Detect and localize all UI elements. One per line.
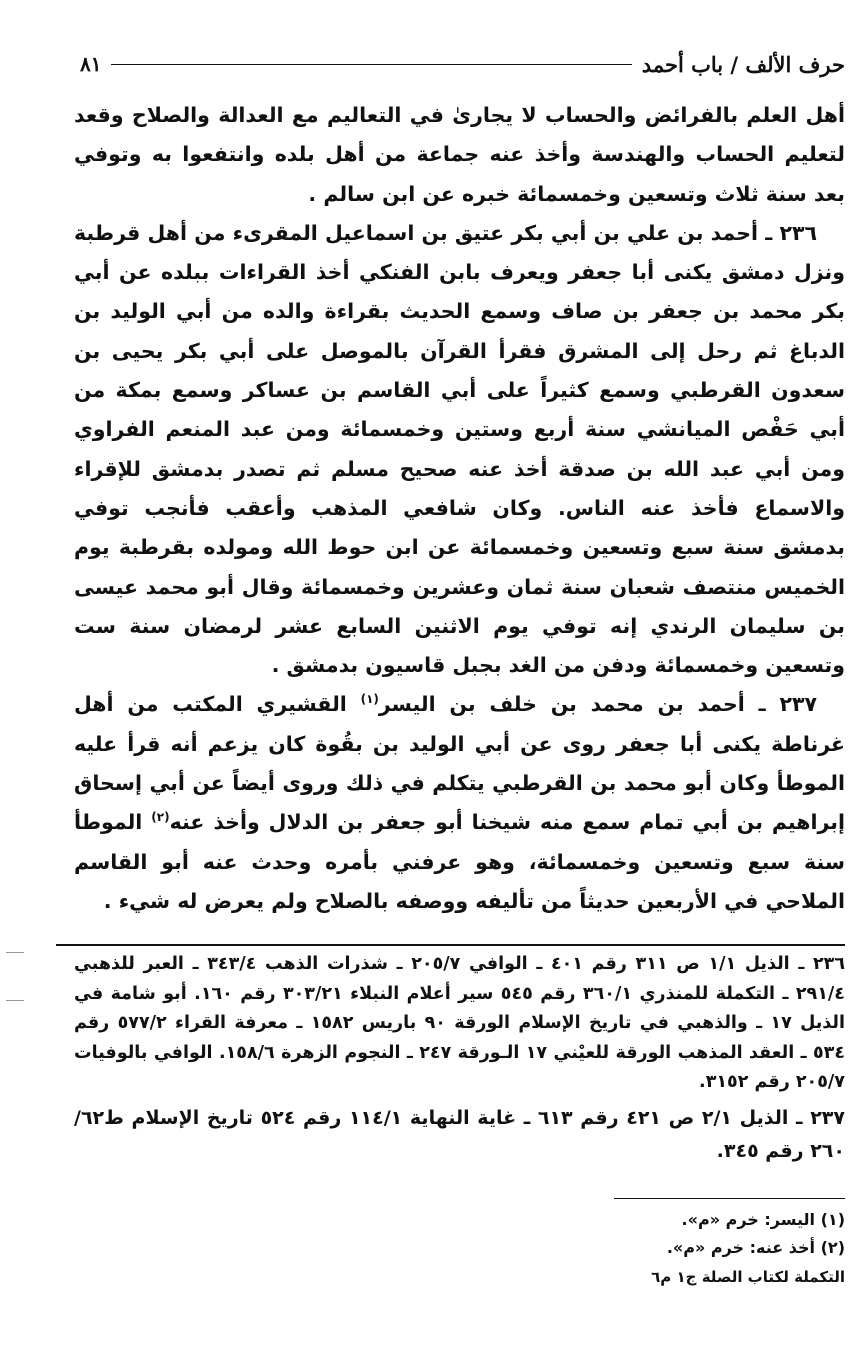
footnote-marker-2: (٢) <box>151 810 170 825</box>
footnote-2: (٢) أخذ عنه: خرم «م». <box>666 1238 845 1257</box>
margin-mark <box>6 1000 24 1001</box>
entry-236: ٢٣٦ ـ أحمد بن علي بن أبي بكر عتيق بن اسماعيل المقرىء من أهل قرطبة ونزل دمشق يكنى أبا جعفر ويعرف بابن الفنكي أخذ القراءات ببلده عن أبي بكر محمد بن جعفر بن صاف وسمع الحديث بقراءة والده من أبي الوليد بن الدباغ ثم رحل إلى المشرق فقرأ القرآن بالموصل على أبي بكر يحيى بن سعدون القرطبي وسمع كثيراً على أبي القاسم بن عساكر وسمع بمكة من أبي حَفْص الميانشي سنة أربع وستين وخمسمائة ومن عبد المنعم الفراوي ومن أبي عبد الله بن صدقة أخذ عنه صحيح مسلم ثم تصدر بدمشق للإقراء والاسماع فأخذ عنه الناس. وكان شافعي المذهب وأعقب فأنجب توفي بدمشق سنة سبع وتسعين وخمسمائة عن ابن حوط الله ومولده بقرطبة يوم الخميس منتصف شعبان سنة ثمان وعشرين وخمسمائة وقال أبو محمد عيسى بن سليمان الرندي إنه توفي يوم الاثنين السابع عشر لرمضان سنة ست وتسعين وخمسمائة ودفن من الغد بجبل قاسيون بدمشق . <box>74 220 845 678</box>
apparatus-divider <box>56 944 845 946</box>
entry-237 <box>74 685 845 921</box>
footnote-1: (١) اليسر: خرم «م». <box>681 1210 845 1229</box>
footnotes <box>74 1206 845 1262</box>
footnote-divider <box>614 1198 845 1199</box>
running-head-title: حرف الألف / باب أحمد <box>641 51 845 77</box>
page-number: ٨١ <box>80 52 102 76</box>
entry-237-part-3: الموطأ سنة سبع وتسعين وخمسمائة، وهو عرفني بأمره وحدث عنه أبو القاسم الملاحي في الأربعين حديثاً من تأليفه ووصفه بالصلاح ولم يعرض له شيء . <box>74 810 845 913</box>
footnote-marker-1: (١) <box>360 692 379 707</box>
entry-237-part-1: ٢٣٧ ـ أحمد بن محمد بن خلف بن اليسر <box>378 692 817 717</box>
running-head <box>80 44 845 84</box>
running-head-rule <box>111 64 631 65</box>
printer-signature: التكملة لكتاب الصلة ج١ م٦ <box>651 1268 845 1286</box>
sources-apparatus <box>74 950 845 1168</box>
main-text <box>74 96 845 921</box>
margin-mark <box>6 952 24 953</box>
paragraph-continuation: أهل العلم بالفرائض والحساب لا يجارىٰ في التعاليم مع العدالة والصلاح وقعد لتعليم الحساب والهندسة وأخذ عنه جماعة من أهل بلده وانتفعوا به وتوفي بعد سنة ثلاث وتسعين وخمسمائة خبره عن ابن سالم . <box>74 103 845 206</box>
entry-237-part-2: القشيري المكتب من أهل غرناطة يكنى أبا جعفر روى عن أبي الوليد بن بقُوة كان يزعم أنه قرأ عليه الموطأ وكان أبو محمد بن القرطبي يتكلم في ذلك وروى أيضاً عن أبي إسحاق إبراهيم بن أبي تمام سمع منه شيخنا أبو جعفر بن الدلال وأخذ عنه <box>74 692 845 835</box>
sources-entry-236: ٢٣٦ ـ الذيل ١/١ ص ٣١١ رقم ٤٠١ ـ الوافي ٢٠٥/٧ ـ شذرات الذهب ٣٤٣/٤ ـ العبر للذهبي ٢٩١/٤ ـ التكملة للمنذري ٣٦٠/١ رقم ٥٤٥ سير أعلام النبلاء ٣٠٣/٢١ رقم ١٦٠. أبو شامة في الذيل ١٧ ـ والذهبي في تاريخ الإسلام الورقة ٩٠ باريس ١٥٨٢ ـ معرفة القراء ٥٧٧/٢ رقم ٥٣٤ ـ العقد المذهب الورقة للعيْني ١٧ الـورقة ٢٤٧ ـ النجوم الزهرة ١٥٨/٦. الوافي بالوفيات ٢٠٥/٧ رقم ٣١٥٢. <box>74 954 846 1092</box>
sources-entry-237: ٢٣٧ ـ الذيل ٢/١ ص ٤٢١ رقم ٦١٣ ـ غاية النهاية ١١٤/١ رقم ٥٢٤ تاريخ الإسلام ط٦٢/ ٢٦٠ رقم ٣٤٥. <box>74 1106 845 1162</box>
